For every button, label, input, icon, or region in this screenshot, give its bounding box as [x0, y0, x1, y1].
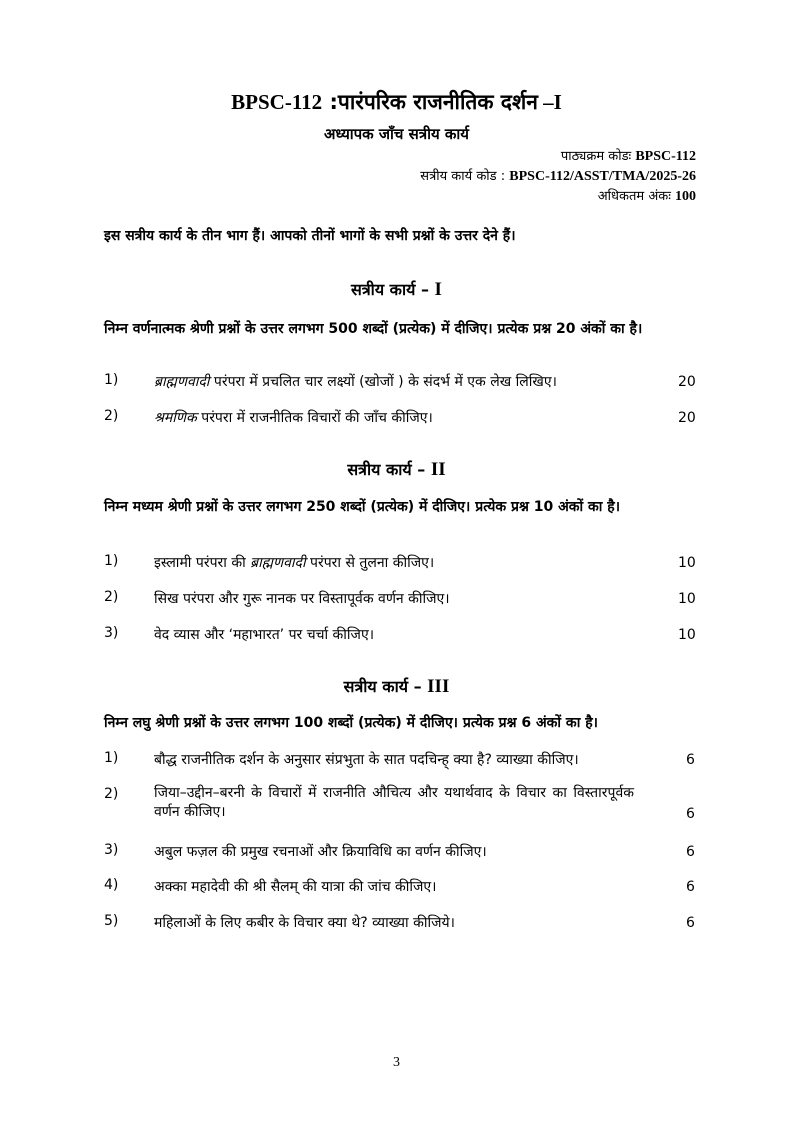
section-heading-label: सत्रीय कार्य –	[351, 280, 429, 299]
section-heading-label: सत्रीय कार्य –	[343, 677, 422, 696]
question-marks: 6	[686, 844, 695, 860]
question-marks: 10	[678, 591, 696, 607]
question-number: 2)	[104, 589, 119, 605]
max-marks-value: 100	[675, 189, 696, 204]
question-number: 1)	[104, 372, 119, 388]
question-number: 1)	[104, 553, 119, 569]
question-text: वेद व्यास और ‘महाभारत’ पर चर्चा कीजिए।	[154, 627, 374, 643]
section-instruction-2: निम्न मध्यम श्रेणी प्रश्नों के उत्तर लगभग 250 शब्दों (प्रत्येक) में दीजिए। प्रत्येक प्रश्न 10 अंकों का है।	[104, 499, 621, 515]
question-text: जिया–उद्दीन–बरनी के विचारों में राजनीति औचित्य और यथार्थवाद के विचार का विस्तारपूर्वक वर्णन कीजिए।	[154, 785, 634, 820]
section-roman-numeral: II	[430, 459, 446, 480]
question-marks: 10	[678, 627, 696, 643]
question-italic-term: श्रमणिक	[154, 410, 197, 426]
course-code-value: BPSC-112	[635, 149, 696, 164]
section-roman-numeral: III	[427, 676, 450, 697]
question-text: महिलाओं के लिए कबीर के विचार क्या थे? व्याख्या कीजिये।	[154, 915, 455, 931]
section-heading-2	[0, 458, 793, 481]
question-number: 4)	[104, 877, 119, 893]
question-marks: 20	[678, 410, 696, 426]
question-text: बौद्ध राजनीतिक दर्शन के अनुसार संप्रभुता के सात पदचिन्ह् क्या है? व्याख्या कीजिए।	[154, 752, 579, 768]
question-italic-term: ब्राह्मणवादी	[250, 555, 306, 571]
question-marks: 20	[678, 374, 696, 390]
section-roman-numeral: I	[434, 279, 442, 300]
page-title	[0, 88, 793, 116]
question-number: 5)	[104, 913, 119, 929]
section-instruction-3: निम्न लघु श्रेणी प्रश्नों के उत्तर लगभग 100 शब्दों (प्रत्येक) में दीजिए। प्रत्येक प्रश्न 6 अंकों का है।	[104, 715, 598, 731]
question-marks: 10	[678, 555, 696, 571]
page-subtitle: अध्यापक जाँच सत्रीय कार्य	[323, 125, 470, 143]
question-number: 2)	[104, 408, 119, 424]
question-marks: 6	[686, 915, 695, 931]
section-instruction-1: निम्न वर्णनात्मक श्रेणी प्रश्नों के उत्तर लगभग 500 शब्दों (प्रत्येक) में दीजिए। प्रत्येक प्रश्न 20 अंकों का है।	[104, 321, 643, 337]
intro-text: इस सत्रीय कार्य के तीन भाग हैं। आपको तीनों भागों के सभी प्रश्नों के उत्तर देने हैं।	[104, 228, 516, 244]
question-italic-term: ब्राह्मणवादी	[154, 374, 210, 390]
question-number: 3)	[104, 625, 119, 641]
question-text: अक्का महादेवी की श्री सैलम् की यात्रा की जांच कीजिए।	[154, 879, 437, 895]
assignment-code-line	[420, 166, 696, 185]
question-body: परंपरा में प्रचलित चार लक्ष्यों (खोजों ) के संदर्भ में एक लेख लिखिए।	[209, 374, 557, 390]
page-number: 3	[393, 1055, 400, 1070]
section-heading-3	[0, 675, 793, 698]
assignment-code-label: सत्रीय कार्य कोड :	[420, 169, 506, 184]
section-heading-label: सत्रीय कार्य –	[347, 460, 426, 479]
max-marks-label: अधिकतम अंकः	[597, 189, 671, 204]
question-body: परंपरा से तुलना कीजिए।	[305, 555, 435, 571]
question-body: परंपरा में राजनीतिक विचारों की जाँच कीजिए।	[196, 410, 433, 426]
question-text: सिख परंपरा और गुरू नानक पर विस्तापूर्वक वर्णन कीजिए।	[154, 591, 450, 607]
question-text	[154, 372, 557, 391]
title-colon: :	[322, 90, 338, 114]
course-code-line	[561, 146, 696, 165]
question-number: 2)	[104, 786, 119, 802]
course-code-title: BPSC-112	[231, 90, 323, 114]
question-marks: 6	[686, 806, 695, 822]
assignment-code-value: BPSC-112/ASST/TMA/2025-26	[509, 169, 696, 184]
question-number: 1)	[104, 750, 119, 766]
question-number: 3)	[104, 842, 119, 858]
title-hindi: पारंपरिक राजनीतिक दर्शन	[337, 90, 538, 114]
section-heading-1	[0, 278, 793, 301]
question-marks: 6	[686, 879, 695, 895]
title-suffix: –I	[537, 90, 562, 114]
question-marks: 6	[686, 752, 695, 768]
question-text	[154, 553, 434, 572]
course-code-label: पाठ्यक्रम कोडः	[560, 149, 632, 164]
question-text: अबुल फज़ल की प्रमुख रचनाओं और क्रियाविधि का वर्णन कीजिए।	[154, 844, 487, 860]
max-marks-line	[598, 186, 696, 205]
question-prefix: इस्लामी परंपरा की	[154, 555, 251, 571]
question-text	[154, 408, 433, 427]
